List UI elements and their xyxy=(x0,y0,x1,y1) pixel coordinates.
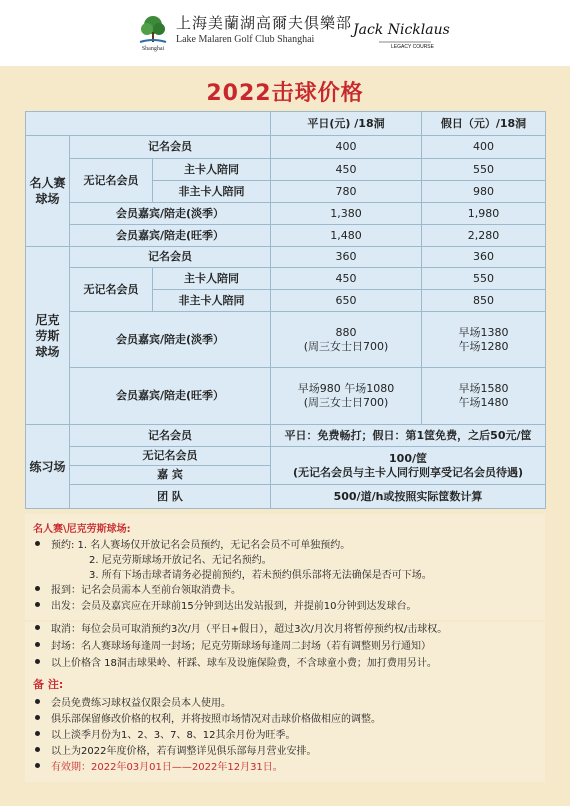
row-label: 非主卡人陪同 xyxy=(153,290,271,312)
weekday-price: 450 xyxy=(271,268,422,290)
row-label: 会员嘉宾/陪走(旺季） xyxy=(70,368,271,425)
bullet-icon xyxy=(35,731,40,736)
remark-line: 以上淡季月份为1、2、3、7、8、12其余月份为旺季。 xyxy=(51,730,296,741)
bullet-icon xyxy=(35,699,40,704)
note-line: 封场：名人赛球场每逢周一封场；尼克劳斯球场每逢周二封场（若有调整则另行通知） xyxy=(51,641,431,652)
range-price: 平日：免费畅打；假日：第1筐免费，之后50元/筐 xyxy=(271,425,546,447)
note-line: 报到：记名会员需本人至前台领取消费卡。 xyxy=(51,585,241,596)
table-row xyxy=(26,159,546,181)
table-row xyxy=(26,136,546,159)
holiday-price: 早场1580 午场1480 xyxy=(422,368,546,425)
row-label: 记名会员 xyxy=(70,425,271,447)
table-row xyxy=(26,247,546,268)
weekday-price: 450 xyxy=(271,159,422,181)
row-group: 无记名会员 xyxy=(70,159,153,203)
table-row xyxy=(26,203,546,225)
table-row xyxy=(26,485,546,509)
bullet-icon xyxy=(35,541,40,546)
remark-line: 会员免费练习球权益仅限会员本人使用。 xyxy=(51,698,231,709)
table-corner xyxy=(26,112,271,136)
holiday-price: 850 xyxy=(422,290,546,312)
bullet-icon xyxy=(35,602,40,607)
note-line: 2. 尼克劳斯球场开放记名、无记名预约。 xyxy=(89,555,272,566)
club-logo-icon xyxy=(136,12,170,52)
holiday-price: 550 xyxy=(422,268,546,290)
row-label: 会员嘉宾/陪走(淡季） xyxy=(70,203,271,225)
remarks-heading: 备 注: xyxy=(33,678,64,691)
weekday-price: 1,480 xyxy=(271,225,422,247)
note-line: 以上价格含 18洞击球果岭、杆踩、球车及设施保险费，不含球童小费；加打费用另计。 xyxy=(51,658,437,669)
bullet-icon xyxy=(35,715,40,720)
note-line: 出发：会员及嘉宾应在开球前15分钟到达出发站报到，并提前10分钟到达发球台。 xyxy=(51,601,417,612)
row-label: 无记名会员 xyxy=(70,447,271,466)
table-row xyxy=(26,268,546,290)
col-holiday: 假日（元）/18洞 xyxy=(422,112,546,136)
bullet-icon xyxy=(35,747,40,752)
table-row xyxy=(26,368,546,425)
holiday-price: 1,980 xyxy=(422,203,546,225)
bullet-icon xyxy=(35,763,40,768)
table-header-row xyxy=(26,112,546,136)
holiday-price: 550 xyxy=(422,159,546,181)
holiday-price: 400 xyxy=(422,136,546,159)
holiday-price: 360 xyxy=(422,247,546,268)
holiday-price: 早场1380 午场1280 xyxy=(422,312,546,368)
weekday-price: 780 xyxy=(271,181,422,203)
header xyxy=(0,0,570,66)
row-label: 会员嘉宾/陪走(旺季） xyxy=(70,225,271,247)
bullet-icon xyxy=(35,642,40,647)
remark-line: 以上为2022年度价格，若有调整详见俱乐部每月营业安排。 xyxy=(51,746,317,757)
holiday-price: 980 xyxy=(422,181,546,203)
note-line: 取消：每位会员可取消预约3次/月（平日+假日），超过3次/月次月将暂停预约权/击球权。 xyxy=(51,624,448,635)
row-label: 会员嘉宾/陪走(淡季） xyxy=(70,312,271,368)
bullet-icon xyxy=(35,659,40,664)
row-label: 团 队 xyxy=(70,485,271,509)
bullet-icon xyxy=(35,586,40,591)
table-row xyxy=(26,425,546,447)
row-label: 记名会员 xyxy=(70,136,271,159)
club-name-en: Lake Malaren Golf Club Shanghai xyxy=(176,34,315,45)
area-range: 练习场 xyxy=(26,425,70,509)
range-price: 100/筐 (无记名会员与主卡人同行则享受记名会员待遇) xyxy=(271,447,546,485)
remark-line: 俱乐部保留修改价格的权利，并将按照市场情况对击球价格做相应的调整。 xyxy=(51,714,381,725)
booking-notes xyxy=(25,514,545,620)
row-label: 主卡人陪同 xyxy=(153,268,271,290)
jack-nicklaus-logo-icon xyxy=(351,16,450,50)
svg-text:Shanghai: Shanghai xyxy=(141,46,165,52)
range-price: 500/道/h或按照实际筐数计算 xyxy=(271,485,546,509)
col-weekday: 平日(元) /18洞 xyxy=(271,112,422,136)
weekday-price: 400 xyxy=(271,136,422,159)
row-label: 主卡人陪同 xyxy=(153,159,271,181)
row-label: 嘉 宾 xyxy=(70,466,271,485)
holiday-price: 2,280 xyxy=(422,225,546,247)
area-nicklaus: 尼克 劳斯 球场 xyxy=(26,247,70,425)
weekday-price: 880 (周三女士日700) xyxy=(271,312,422,368)
weekday-price: 650 xyxy=(271,290,422,312)
area-masters: 名人赛 球场 xyxy=(26,136,70,247)
note-line: 3. 所有下场击球者请务必提前预约，若未预约俱乐部将无法确保是否可下场。 xyxy=(89,570,432,581)
weekday-price: 360 xyxy=(271,247,422,268)
page-title: 2022击球价格 xyxy=(206,81,364,106)
table-row xyxy=(26,225,546,247)
note-line: 预约: 1. 名人赛场仅开放记名会员预约，无记名会员不可单独预约。 xyxy=(51,540,351,551)
table-row xyxy=(26,447,546,466)
weekday-price: 早场980 午场1080 (周三女士日700) xyxy=(271,368,422,425)
row-group: 无记名会员 xyxy=(70,268,153,312)
price-table xyxy=(25,111,546,509)
svg-text:Jack Nicklaus: Jack Nicklaus xyxy=(353,22,450,38)
bullet-icon xyxy=(35,625,40,630)
remarks xyxy=(25,622,545,782)
notes-heading: 名人赛\尼克劳斯球场: xyxy=(33,524,131,535)
row-label: 记名会员 xyxy=(70,247,271,268)
row-label: 非主卡人陪同 xyxy=(153,181,271,203)
weekday-price: 1,380 xyxy=(271,203,422,225)
svg-text:LEGACY COURSE: LEGACY COURSE xyxy=(391,44,434,50)
club-name-cn: 上海美蘭湖高爾夫俱樂部 xyxy=(176,14,353,32)
validity-line: 有效期：2022年03月01日——2022年12月31日。 xyxy=(51,762,283,773)
table-row xyxy=(26,312,546,368)
